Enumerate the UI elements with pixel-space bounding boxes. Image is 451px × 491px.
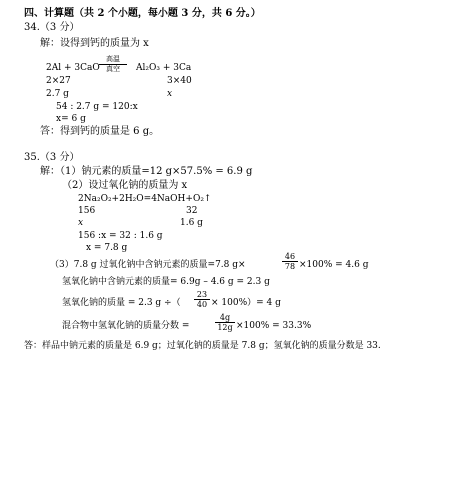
q35-mass-fraction (215, 313, 235, 332)
q35-part3-fraction (282, 252, 298, 271)
q35-part3-frac-num: 46 (282, 252, 298, 262)
q35-naoh-mass-frac-den: 40 (196, 300, 208, 309)
q35-fraction-num: 4g (215, 313, 235, 323)
q35-part2-intro: （2）设过氧化钠的质量为 x (62, 180, 188, 191)
q35-fraction-den: 12g (217, 323, 233, 332)
q34-number: 34.（3 分） (24, 22, 80, 33)
q35-naoh-mass-post: × 100%）= 4 g (211, 298, 281, 308)
q35-answer: 答：样品中钠元素的质量是 6.9 g；过氧化钠的质量是 7.8 g；氢氧化钠的质量分数是 33. (24, 341, 381, 351)
section-title: 四、计算题（共 2 个小题，每小题 3 分，共 6 分。） (24, 8, 261, 19)
q34-condition-bottom: 真空 (106, 65, 120, 73)
q34-ratio-right: 3×40 (167, 76, 192, 86)
q34-equation-right: Al₂O₃ + 3Ca (136, 63, 192, 73)
q35-number: 35.（3 分） (24, 152, 80, 163)
q34-equation-left: 2Al + 3CaO (46, 63, 100, 73)
q34-condition-top: 高温 (106, 55, 120, 63)
q35-equation: 2Na₂O₂+2H₂O=4NaOH+O₂↑ (78, 194, 212, 204)
q35-part3-pre: （3）7.8 g 过氧化钠中含钠元素的质量=7.8 g× (50, 260, 246, 270)
q34-proportion: 54 : 2.7 g = 120:x (56, 102, 138, 112)
q34-reaction-condition (96, 55, 130, 73)
q35-fraction-pre: 混合物中氢氧化钠的质量分数 = (62, 321, 190, 331)
q35-part3-post: ×100% = 4.6 g (299, 260, 369, 270)
q34-ratio-left: 2×27 (46, 76, 71, 86)
q35-proportion: 156 :x = 32 : 1.6 g (78, 231, 163, 241)
q35-ratio-right: 32 (186, 206, 198, 216)
q35-naoh-mass-pre: 氢氧化钠的质量 = 2.3 g ÷（ (62, 298, 181, 308)
q35-given-right: 1.6 g (180, 218, 203, 228)
q35-naoh-sodium: 氢氧化钠中含钠元素的质量= 6.9g – 4.6 g = 2.3 g (62, 277, 270, 287)
q34-answer: 答：得到钙的质量是 6 g。 (40, 126, 160, 137)
q34-result: x= 6 g (56, 114, 86, 124)
q35-unknown-left: x (78, 218, 84, 228)
q34-unknown-right: x (167, 89, 173, 99)
q35-naoh-mass-frac-num: 23 (194, 290, 210, 300)
q35-result: x = 7.8 g (86, 243, 128, 253)
q35-ratio-left: 156 (78, 206, 96, 216)
q35-fraction-post: ×100% = 33.3% (236, 321, 312, 331)
q34-given-left: 2.7 g (46, 89, 69, 99)
q35-naoh-mass-fraction (194, 290, 210, 309)
q34-solution-intro: 解：设得到钙的质量为 x (40, 38, 149, 49)
q35-part1: 解：（1）钠元素的质量=12 g×57.5% = 6.9 g (40, 166, 253, 177)
q35-part3-frac-den: 78 (284, 262, 296, 271)
